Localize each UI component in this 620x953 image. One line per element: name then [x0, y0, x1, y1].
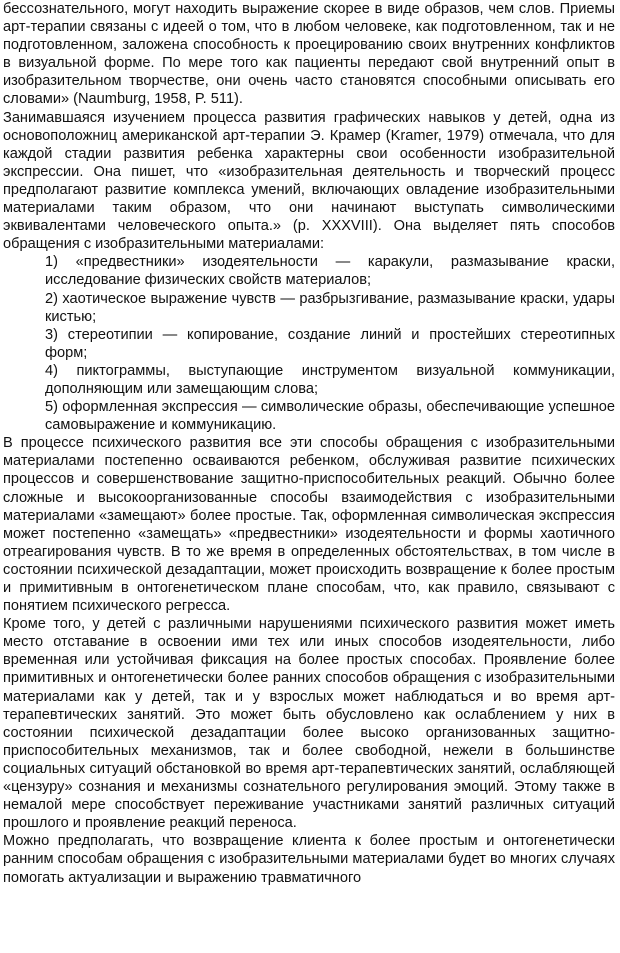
paragraph-disorders: Кроме того, у детей с различными нарушениями психического развития может иметь место отставание в освоении ими тех или иных способов изодеятельности, либо временная или устойчивая фиксация на более простых способах. Проявление более примитивных и онтогенетически более ранних способов обращения с изобразительными материалами как у детей, так и у взрослых может наблюдаться и во время арт-терапевтических занятий. Это может быть обусловлено как ослаблением у них в состоянии психической дезадаптации более высоко организованных защитно-приспособительных механизмов, так и более свободной, нежели в большинстве социальных ситуаций обстановкой во время арт-терапевтических занятий, ослабляющей «цензуру» сознания и механизмы сознательного регулирования эмоций. Этому также в немалой мере способствует переживание участниками занятий различных ситуаций прошлого и проявление реакций переноса.	[3, 616, 615, 832]
list-item: 3) стереотипии — копирование, создание линий и простейших стереотипных форм;	[45, 326, 615, 361]
paragraph-development: В процессе психического развития все эти способы обращения с изобразительными материалами постепенно осваиваются ребенком, обслуживая развитие психических процессов и совершенствование защитно-приспособительных реакций. Обычно более сложные и высокоорганизованные способы взаимодействия с изобразительными материалами «замещают» более простые. Так, оформленная символическая экспрессия может постепенно «замещать» «предвестники» изодеятельности и формы хаотичного отреагирования чувств. В то же время в определенных обстоятельствах, в том числе в состоянии психической дезадаптации, может происходить возвращение к более простым и примитивным в онтогенетическом плане способам, что, как правило, связывают с понятием психического регресса.	[3, 435, 615, 615]
paragraph-naumburg-quote: бессознательного, могут находить выражение скорее в виде образов, чем слов. Приемы арт-терапии связаны с идеей о том, что в любом человеке, как подготовленном, так и не подготовленном, заложена способность к проецированию своих внутренних конфликтов в визуальной форме. По мере того как пациенты передают свой внутренний опыт в изобразительном творчестве, они очень часто становятся способными описывать его словами» (Naumburg, 1958, P. 511).	[3, 1, 615, 108]
list-item: 2) хаотическое выражение чувств — разбрызгивание, размазывание краски, удары кистью;	[45, 290, 615, 325]
paragraph-kramer: Занимавшаяся изучением процесса развития графических навыков у детей, одна из основоположниц американской арт-терапии Э. Крамер (Kramer, 1979) отмечала, что для каждой стадии развития ребенка характерны свои особенности изобразительной экспрессии. Она пишет, что «изобразительная деятельность и творческий процесс предполагают развитие комплекса умений, включающих овладение изобразительными материалами таким образом, что они начинают выступать символическими эквивалентами человеческого опыта.» (p. XXXVIII). Она выделяет пять способов обращения с изобразительными материалами:	[3, 109, 615, 253]
list-item: 4) пиктограммы, выступающие инструментом визуальной коммуникации, дополняющим или замещающим слова;	[45, 362, 615, 397]
list-item: 1) «предвестники» изодеятельности — каракули, размазывание краски, исследование физических свойств материалов;	[45, 254, 615, 289]
paragraph-assumption: Можно предполагать, что возвращение клиента к более простым и онтогенетически ранним способам обращения с изобразительными материалами будет во многих случаях помогать актуализации и выражению травматичного	[3, 833, 615, 886]
list-item: 5) оформленная экспрессия — символические образы, обеспечивающие успешное самовыражение и коммуникацию.	[45, 399, 615, 434]
methods-list	[3, 253, 615, 434]
